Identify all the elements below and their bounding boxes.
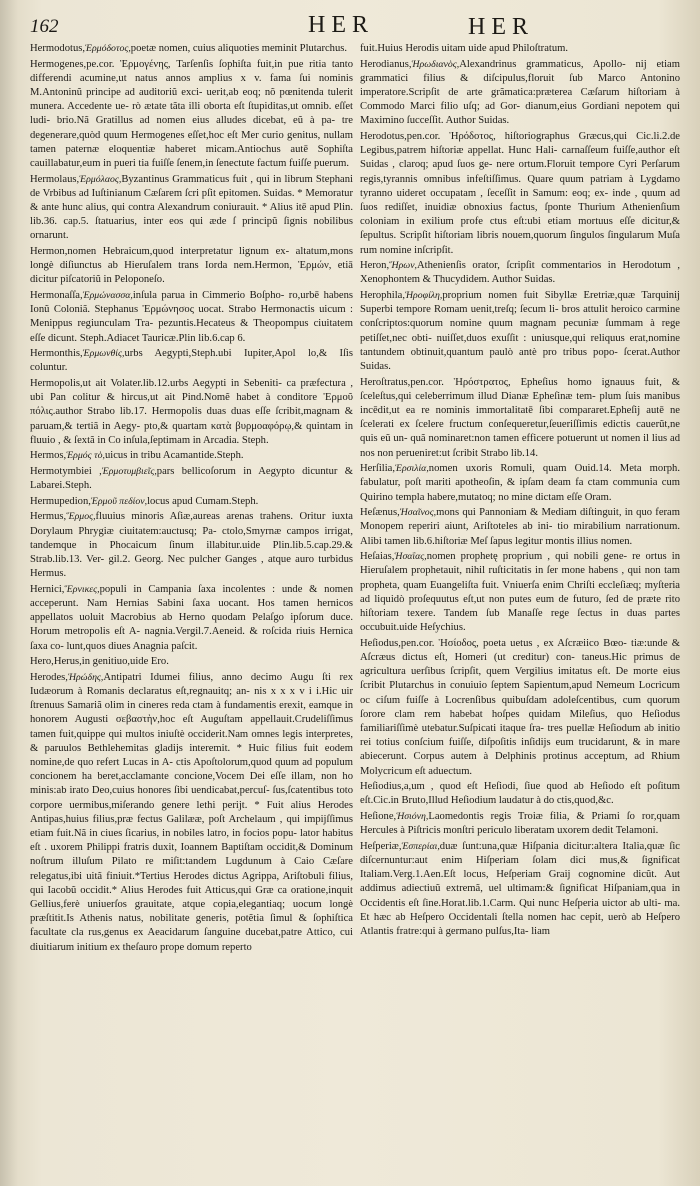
entry-headword: Hermos, (30, 450, 67, 462)
dictionary-entry (30, 58, 353, 172)
dictionary-entry (30, 510, 353, 581)
entry-headword: Hermonthis, (30, 348, 83, 360)
entry-headword: Hermopolis, (30, 378, 83, 390)
dictionary-entry (30, 377, 353, 448)
entry-text: fuit.Huius Herodis uitam uide apud Philoſtratum. (360, 43, 569, 54)
dictionary-entry (30, 465, 353, 493)
entry-text: nomen Hebraicum,quod interpretatur lignum ex- altatum,mons longè diſiunctus ab Hieruſalem trans Iorda nem.Hermon, Ἑρμών, etiā dicitur piſcatoriũ in Peloponeſo. (30, 246, 353, 286)
entry-text: Athenienſis orator, ſcripſit commentarios in Herodotum , Xenophontem & Thucydidem. Author Suidas. (360, 260, 680, 286)
entry-text: pen.cor. Ἡσίοδος, poeta uetus , ex Aſcræiico Bœo- tiæ:unde & Aſcræus dictus eſt, Homeri (ut creditur) con- taneus.Hic primus de agricultura uerſibus ſcripſit, quem Vergilius imitatus eſt. De morte eius ſcribit Plutarchus in conuiuio ſeptem Sapientum,apud Nemeum Locricum oc ciſum fuiſſe à Locrenſibus quibuſdam adoleſcentibus, cum quorum ſorore clam rem habebat hoſpes quidam Mileſius, quo Heſiodus familiariſſimè utebatur.Suſpicati itaque ſra- tres puellæ Heſiodum ab initio rei totius conſcium fuiſſe, diſpoſitis inſidijs eum trucidarunt, & in mare abiecerunt. Corpus autem à Delphinis protinus acceptum, ad Rhium Molycricum eſt aduectum. (360, 637, 680, 777)
entry-greek-form: Ἑρμώνασσα, (82, 290, 133, 302)
entry-greek-form: Ἑσπερίαι, (401, 840, 440, 852)
dictionary-entry (360, 462, 680, 505)
entry-headword: Hermonaſſa, (30, 290, 83, 302)
dictionary-entry (30, 173, 353, 244)
dictionary-entry (360, 289, 680, 374)
entry-text: nomen prophetę proprium , qui nobili gene- re ortus in Hieruſalem prophetauit, nihil ruſticitatis in ſer mone habens , qui non tam propheta, quam Euangeliſta fuit. Vniuerſa enim Chriſti eccleſiæq; myſteria ad liquidò proſequutus eſt,ut non putes eum de futuro, ſed de præte rito hiſtoriam texere. Tandem ſub Manaſſe rege ſectus in duas partes occubuit.uide Heſychius. (360, 551, 680, 634)
entry-text: inſula parua in Cimmerio Boſpho- ro,urbē habens Ionũ Coloniã. Stephanus Ἑρμώνησος uocat. Strabo Hermonactis uicum : Menippus regiunculam Tra- pezuntis.Hecateus & Theopompus ciuitatem eſſe dicunt. Steph.Adiacet Tauricæ.Plin lib.6.cap 6. (30, 290, 353, 344)
entry-text: urbs Aegypti,Steph.ubi Iupiter,Apol lo,& Iſis coluntur. (30, 348, 353, 374)
running-head-left: HER (308, 12, 374, 38)
entry-headword: Hermodotus, (30, 43, 86, 54)
dictionary-entry (360, 42, 680, 56)
entry-headword: Heroſtratus, (360, 376, 411, 388)
entry-greek-form: Ἡροφίλη, (405, 290, 443, 302)
dictionary-entry (360, 780, 680, 808)
page-gutter-shadow (0, 0, 18, 1186)
entry-greek-form: Ἠσαῖνος, (399, 507, 437, 519)
entry-greek-form: Ἑρμωνθίς, (82, 348, 125, 360)
entry-headword: Hero, (30, 656, 54, 668)
dictionary-entry (360, 130, 680, 258)
entry-greek-form: Ἑρσιλία, (395, 463, 429, 475)
dictionary-entry (30, 449, 353, 463)
entry-greek-form: Ἡρώδης, (67, 671, 104, 683)
entry-text: locus apud Cumam.Steph. (147, 495, 259, 507)
dictionary-entry (30, 347, 353, 375)
entry-text: pe.cor. Ἑρμογένης, Tarſenſis ſophiſta fuit,in pue ritia tanto differendi acumine,ut natus annos amplius x v. fama ſui nominis M.Antoninũ principe ad auditoriũ exci- uerit,ab eoq; nõ pœnitenda tulerit munera. Accedente ue- rò ætate tãta illi oborta eſt ſtupiditas,ut omnib. eſſet ludi- brio.Nã Gratillus ad nomen eius alludes dicebat, eũ à pa- tre degenerare,quòd quum Hermogenes eſſet,hoc eſt Mer curio genitus, nullam tamen paternæ eloquentiæ haberet micam.Antiochus autē Sophiſta cauillabatur,eum in pueri tia fuiſſe ſenem,in ſenectute factum fuiſſe puerum. (30, 58, 353, 170)
entry-text: mons qui Pannoniam & Mediam diſtinguit, in quo feram Monopem reperiri aiunt, Ariſtoteles ab ini- tio mirabilium narrationum. Alibi tamen lib.6.hiſtoriæ Meſ ſapus legitur montis illius nomen. (360, 507, 680, 547)
dictionary-entry (30, 289, 353, 346)
entry-text: pars bellicoſorum in Aegypto dicuntur & Labarei.Steph. (30, 466, 353, 492)
entry-headword: Heſione, (360, 811, 397, 823)
entry-greek-form: Ἡρωδιανὸς, (411, 58, 460, 70)
entry-text: Herus,in genitiuo,uide Ero. (53, 656, 169, 668)
right-column (360, 42, 680, 1177)
entry-text: ut ait Volater.lib.12.urbs Aegypti in Sebeniti- ca præfectura , ubi Pan colitur & hircus,ut ait Pind.Nomẽ habet à conditore Ἑρμοῦ πόλις.author Strabo lib.17. Hermopolis duas duas eſſe ſcribit,magnam & paruam,& tertiã in Aegy- pto,& quartam κατὰ βυρμοαφόρῳ,& quintam in fluuio , & ſextã in Co inſula,ſeptimam in Arcadia. Steph. (30, 378, 353, 446)
entry-headword: Hermolaus, (30, 173, 80, 185)
dictionary-entry (30, 655, 353, 669)
entry-greek-form: Ἡσιόνη, (396, 811, 429, 823)
left-column (30, 42, 353, 1177)
entry-text: Laomedontis regis Troiæ filia, & Priami ſo ror,quam Hercules à Piſtricis monſtri periculo liberatam uxorem dedit Telamoni. (360, 811, 680, 837)
entry-text: fluuius minoris Aſiæ,aureas arenas trahens. Oritur iuxta Dorylaum Phrygiæ ciuitatem:auctusq; Pa- ctolo,Smyrnæ campos irrigat, tandemque in Phocaicum ſinum illabitur.uide Plin.lib.5.cap.29.& Strab.lib.13. Ver- gil.2. Georg. Nec pulcher Ganges , atque auro turbidus Hermus. (30, 511, 353, 580)
dictionary-entry (360, 376, 680, 461)
running-head-right: HER (468, 14, 534, 40)
entry-headword: Heron, (360, 260, 390, 272)
dictionary-entry (30, 583, 353, 654)
entry-text: pen.cor. Ἡρόστρατος, Epheſius homo ignauus fuit, & ſceleſtus,qui celeberrimum illud Dianæ Epheſinæ tem- plum ſuis manibus incēdit,ut ea re nominis immortalitatē ſibi compararet.Epheſij autē ne ſcelerati ex ſcelere fructum conſequeretur,ſeueriſſimis edictis cauerũt,ne quis eũ un- quã nominaret:non tamen efficere potuerunt ut nomen il lius ad nos non perueniret:ut ſcribit Strabo lib.14. (360, 376, 680, 459)
dictionary-entry (360, 840, 680, 939)
entry-greek-form: Ἑρμόλαος, (79, 173, 122, 185)
entry-headword: Hernici, (30, 583, 65, 595)
dictionary-entry (30, 245, 353, 288)
entry-greek-form: Ἑρμόδοτος, (85, 43, 131, 54)
entry-text: Alexandrinus grammaticus, Apollo- nij etiam grammatici filius & diſcipulus,floruit ſub Marco Antonino imperatore.Scripſit de arte grãmatica:præterea Cæſarum hiſtoriam à Commodo Marci filio uſq; ad Gor- dianum,eius Gordiani nepotem qui Maximino ſucceſſit. Author Suidas. (360, 58, 680, 127)
entry-greek-form: Ἑρμοτυμβιεῖς, (101, 466, 157, 478)
entry-greek-form: Ἑρμοῦ πεδίον, (90, 495, 148, 507)
dictionary-entry (30, 495, 353, 509)
entry-headword: Herodes, (30, 671, 68, 683)
dictionary-entry (30, 42, 353, 56)
dictionary-entry (360, 506, 680, 549)
entry-headword: Herſilia, (360, 463, 396, 475)
dictionary-entry (30, 671, 353, 955)
dictionary-entry (360, 58, 680, 129)
entry-headword: Hermupedion, (30, 495, 91, 507)
entry-text: Byzantinus Grammaticus fuit , qui in librum Stephani de Vrbibus ad Iuſtinianum Cæſarem ſcri pſit epitomen. Suidas. * Memoratur & ante hunc alius, qui contra Alexandrum coniurauit. * Alius itē apud Plin. lib.36. cap.5. ſtatuarius, inter eos qui æde ſ principũ ſignis nobilibus ornarunt. (30, 173, 353, 242)
page-header (30, 12, 680, 38)
dictionary-entry (360, 637, 680, 779)
entry-greek-form: Ἥρων, (389, 260, 418, 272)
entry-headword: Heſiodius, (360, 781, 404, 793)
entry-greek-form: Ἕρμος, (66, 511, 96, 523)
entry-headword: Herodotus, (360, 131, 407, 142)
entry-text: proprium nomen fuit Sibyllæ Eretriæ,quæ Tarquinij Superbi tempore Romam uenit,treſq; ſecum li- bros attulit heroico carmine conſcriptos:quorum nomine quum magnam pecuniæ ſummam à rege petiſſet,nec obti- nuiſſet,duos exuſſit : uniusque,qui reliquus erat,nomine tantundem obtinuit,quantum paulò antè pro tribus popo- ſcerat.Author Suidas. (360, 290, 680, 373)
entry-text: populi in Campania ſaxa incolentes : unde & nomen acceperunt. Nam Hernias Sabini ſaxa uocant. Hos tamen hernicos appellatos uoluit Macrobius ab Herno quodam Pelaſgo ipſorum duce. Horum metropolis eſt A- nagnia.Vergil.7.Aeneid. & roſcida riuis Hernica ſaxa co- lunt,quos diues Anagnia paſcit. (30, 583, 353, 652)
dictionary-entry (360, 259, 680, 287)
dictionary-entry (360, 810, 680, 838)
entry-headword: Hermotymbiei , (30, 466, 102, 478)
entry-text: pen.cor. Ἡρόδοτος, hiſtoriographus Græcus,qui Cic.li.2.de Legibus,patrem hiſtoriæ appellat. Hunc Hali- carnaſſeum fuiſſe,author eſt Suidas , claroq; apud ſuos ge- nere ortum.Floruit tempore Cyri Perſarum regis,tyrannis omnibus infeſtiſſimus. Quare quum patriam à Lygdamo tyranno uideret occupatam , ſeceſſit in Samum: eoq; ex- inde , quum ad ſuos rediſſet, inuidiæ obnoxius factus, ſponte Thurium Athenienſium coloniam in exilium profe ctus eſt:ubi etiam mortuus eſſe dicitur,& ſepultus. Scripſit hiſtoriam libris nouem,quorum ſingulos ſingularum Muſa rum nomine inſcripſit. (360, 131, 680, 256)
entry-text: uicus in tribu Acamantide.Steph. (104, 450, 244, 462)
page-number: 162 (30, 16, 59, 37)
entry-headword: Herophila, (360, 290, 406, 302)
entry-headword: Heſænus, (360, 507, 400, 519)
dictionary-entry (360, 550, 680, 635)
entry-greek-form: Ἕρνικες, (64, 583, 100, 595)
entry-greek-form: Ἑρμός τὸ, (66, 450, 105, 462)
entry-text: poetæ nomen, cuius aliquoties meminit Plutarchus. (130, 43, 348, 54)
entry-text: Antipatri Idumei filius, anno decimo Augu ſti rex Iudæorum à Romanis declaratus eſt,regnauitq; an- nis x x x v i i.Hic uir ſtrenuus Samariã olim in cineres reda ctam à fundamentis erexit, eamque in honorem Augusti σεβαστὴν,hoc eſt Auguſtam appellauit.Crudeliſſimus tamen fuit,quippe qui multos iniuſtè occiderit.Nam omnes legis interpretes, & paruulos Bethlehemitas gladijs interemit. * Huic filius fuit eodem nomine,de quo refert Lucas in A- ctis Apoſtolorum,quod quum ad populum concionem ha beret,acclamante concione,Vocem Dei eſſe illam, non ho minis:ab irato Deo,cuius honores ſibi uendicabat,percuſ- ſus,ſcatentibus toto corpore uermibus,miſerando genere lethi perijt. * Fuit alius Herodes Antipas,huius filius,præ fectus Galilææ, poſt Archelaum , qui impijſſimus etiam fuit.Nã in ciues ſicarius, in nobiles latro, in focios popu- lator habitus eſt . uxorem Philippi fratris duxit, Ioannem Baptiſtam occidit,& Dominum noſtrum illuſum Pilato re miſit:tandem Lugdunum à Caio Cæſare relegatus,ibi uitã finiuit.*Tertius Herodes dictus Agrippa, Ariſtobuli filius, qui Iacobũ occidit.* Alius Herodes fuit Atticus,qui Græ ca oratione,inquit Gellius,ferè uniuerſos grauitate, atque copia,elegantiaq; uocum longè præſtitit.Is Athenis natus, nobilitate generis, potẽtia ſimul & ſophiſtica facultate cla rus,genus ex Aeacidarum ſanguine ducebat,patre Attico, cui diuitiarum initium ex theſauro prope domum reperto (30, 671, 353, 953)
entry-headword: Hermogenes, (30, 58, 87, 70)
entry-text: duæ ſunt:una,quæ Hiſpania dicitur:altera Italia,quæ ſic diſcernuntur:aut enim Hiſperiam ſolam dici mus,& ſignificat Italiam.Verg.1.Aen.Eſt locus, Heſperiam Graij cognomine dicũt. Aut addimus adiectiuũ extremã, uel ultimam:& ſignificat Hiſpaniam,qua in Occidentis eſt ſine.Horat.lib.1.Carm. Qui nunc Heſperia uictor ab ulti- ma. Et hæc ab Heſpero Occidentali ſtella nomen hac cepit, uerò ab Heſpero Atlantis fratre:qui à germano pulſus,Ita- liam (360, 840, 680, 938)
entry-headword: Heſperiæ, (360, 840, 402, 852)
entry-headword: Heſiodus, (360, 637, 401, 649)
entry-greek-form: Ἡσαΐας, (394, 551, 427, 563)
entry-headword: Herodianus, (360, 58, 412, 70)
entry-headword: Hermon, (30, 246, 68, 258)
entry-text: a,um , quod eſt Heſiodi, ſiue quod ab Heſiodo eſt poſitum eſt.Cic.in Bruto,Illud Heſiodium laudatur à do ctis,quod,&c. (360, 781, 680, 807)
entry-headword: Heſaias, (360, 551, 395, 563)
entry-headword: Hermus, (30, 511, 67, 523)
entry-text: nomen uxoris Romuli, quam Ouid.14. Meta morph. fabulatur, poſt mariti apotheoſin, & ipſam deam fa ctam communia cum Quirino templa habere,mutatoq; no mine dictam eſſe Oram. (360, 463, 680, 503)
